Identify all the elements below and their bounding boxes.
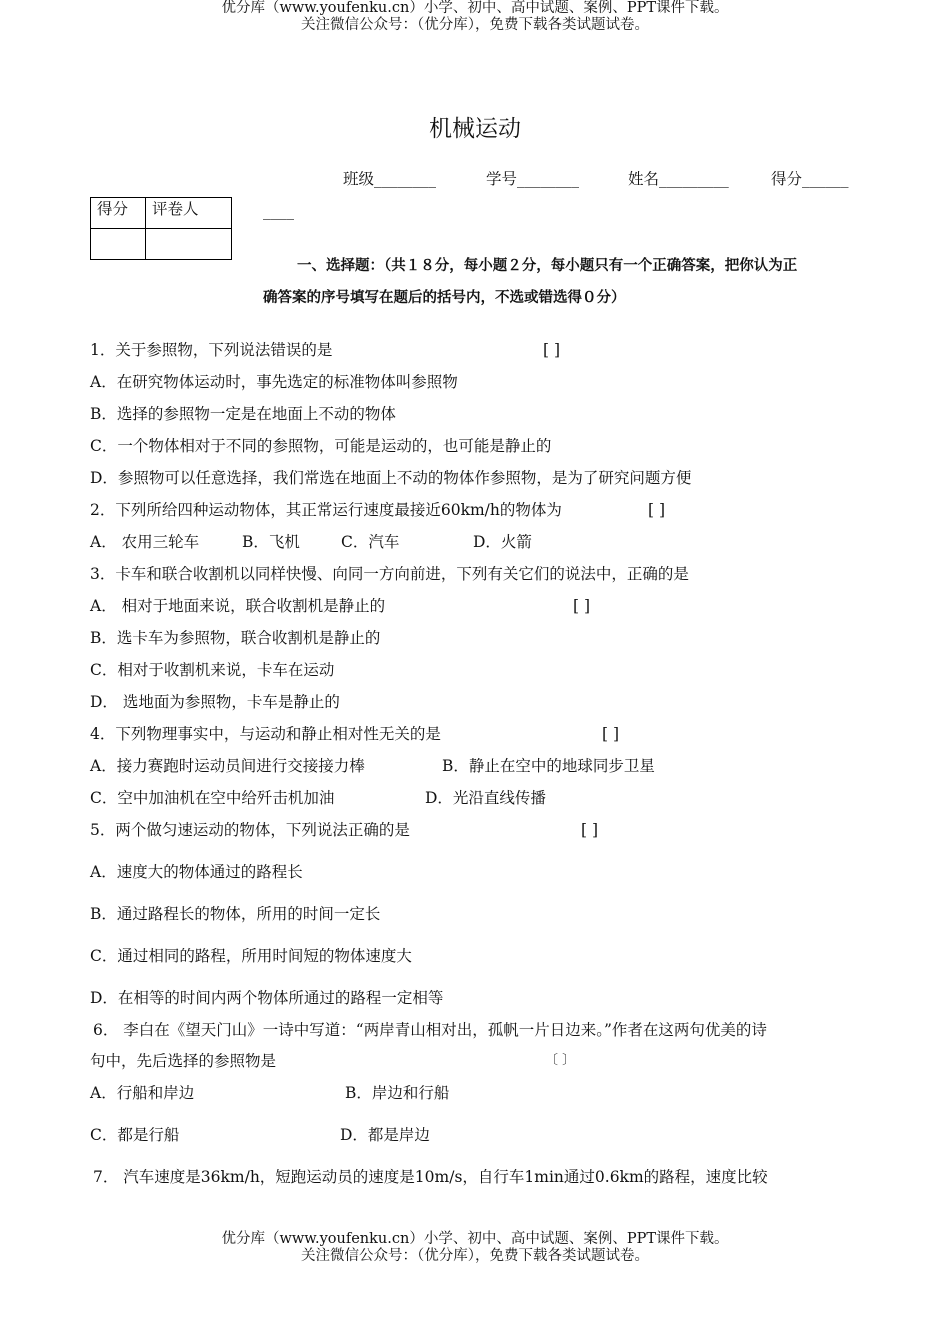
- q2-option-b: B．飞机: [242, 533, 300, 551]
- section-1-heading: 一、选择题：（共１８分，每小题２分，每小题只有一个正确答案，把你认为正: [297, 258, 798, 274]
- q3-answer-bracket: [ ]: [573, 597, 591, 615]
- grader-header-cell: 评卷人: [146, 198, 232, 229]
- footer-line-2: 关注微信公众号：（优分库），免费下载各类试题试卷。: [301, 1248, 649, 1264]
- section-1-heading-cont: 确答案的序号填写在题后的括号内，不选或错选得０分）: [263, 290, 626, 306]
- score-header-cell: 得分: [91, 198, 146, 229]
- q6-option-a: A．行船和岸边: [90, 1084, 195, 1102]
- q2-option-a: A． 农用三轮车: [90, 533, 200, 551]
- page-title: 机械运动: [429, 116, 521, 142]
- q1-stem: 1．关于参照物，下列说法错误的是: [90, 341, 333, 359]
- q1-answer-bracket: [ ]: [543, 341, 561, 359]
- q4-option-c: C．空中加油机在空中给歼击机加油: [90, 789, 335, 807]
- q6-stem-line-2: 句中，先后选择的参照物是: [90, 1052, 277, 1070]
- q4-answer-bracket: [ ]: [602, 725, 620, 743]
- q5-stem: 5．两个做匀速运动的物体，下列说法正确的是: [90, 821, 410, 839]
- name-field: 姓名_________: [628, 170, 729, 188]
- score-field-continuation: ____: [263, 202, 294, 220]
- score-table: [90, 197, 232, 260]
- q3-option-c: C．相对于收割机来说，卡车在运动: [90, 661, 335, 679]
- q6-stem-line-1: 6． 李白在《望天门山》一诗中写道：“两岸青山相对出，孤帆一片日边来。”作者在这两句优美的诗: [93, 1021, 767, 1039]
- q1-option-a: A．在研究物体运动时，事先选定的标准物体叫参照物: [90, 373, 458, 391]
- q2-option-d: D．火箭: [473, 533, 532, 551]
- header-line-2: 关注微信公众号：（优分库），免费下载各类试题试卷。: [301, 17, 649, 33]
- q5-option-c: C．通过相同的路程，所用时间短的物体速度大: [90, 947, 412, 965]
- q5-option-a: A．速度大的物体通过的路程长: [90, 863, 303, 881]
- q3-option-a: A． 相对于地面来说，联合收割机是静止的: [90, 597, 386, 615]
- q3-option-b: B．选卡车为参照物，联合收割机是静止的: [90, 629, 381, 647]
- q2-stem: 2．下列所给四种运动物体，其正常运行速度最接近60km/h的物体为: [90, 501, 562, 519]
- q5-answer-bracket: [ ]: [581, 821, 599, 839]
- header-line-1: 优分库（www.youfenku.cn）小学、初中、高中试题、案例、PPT课件下载。: [221, 0, 729, 16]
- q4-stem: 4．下列物理事实中，与运动和静止相对性无关的是: [90, 725, 441, 743]
- q2-answer-bracket: [ ]: [648, 501, 666, 519]
- q1-option-b: B．选择的参照物一定是在地面上不动的物体: [90, 405, 396, 423]
- q2-option-c: C．汽车: [341, 533, 400, 551]
- q6-option-d: D．都是岸边: [340, 1126, 430, 1144]
- q1-option-c: C．一个物体相对于不同的参照物，可能是运动的，也可能是静止的: [90, 437, 552, 455]
- q4-option-a: A．接力赛跑时运动员间进行交接接力棒: [90, 757, 365, 775]
- score-field: 得分______: [771, 170, 849, 188]
- q1-option-d: D．参照物可以任意选择，我们常选在地面上不动的物体作参照物，是为了研究问题方便: [90, 469, 692, 487]
- q3-stem: 3．卡车和联合收割机以同样快慢、向同一方向前进，下列有关它们的说法中，正确的是: [90, 565, 689, 583]
- q3-option-d: D． 选地面为参照物，卡车是静止的: [90, 693, 340, 711]
- score-value-cell: [91, 229, 146, 260]
- q6-answer-bracket: 〔 〕: [545, 1053, 576, 1068]
- q6-option-b: B．岸边和行船: [345, 1084, 450, 1102]
- q7-stem: 7． 汽车速度是36km/h，短跑运动员的速度是10m/s，自行车1min通过0.6km的路程，速度比较: [93, 1168, 768, 1186]
- q5-option-d: D．在相等的时间内两个物体所通过的路程一定相等: [90, 989, 444, 1007]
- q5-option-b: B．通过路程长的物体，所用的时间一定长: [90, 905, 381, 923]
- grader-value-cell: [146, 229, 232, 260]
- q4-option-d: D．光沿直线传播: [425, 789, 546, 807]
- student-number-field: 学号________: [486, 170, 580, 188]
- q4-option-b: B．静止在空中的地球同步卫星: [442, 757, 655, 775]
- q6-option-c: C．都是行船: [90, 1126, 180, 1144]
- footer-line-1: 优分库（www.youfenku.cn）小学、初中、高中试题、案例、PPT课件下载。: [221, 1231, 729, 1247]
- class-field: 班级________: [343, 170, 437, 188]
